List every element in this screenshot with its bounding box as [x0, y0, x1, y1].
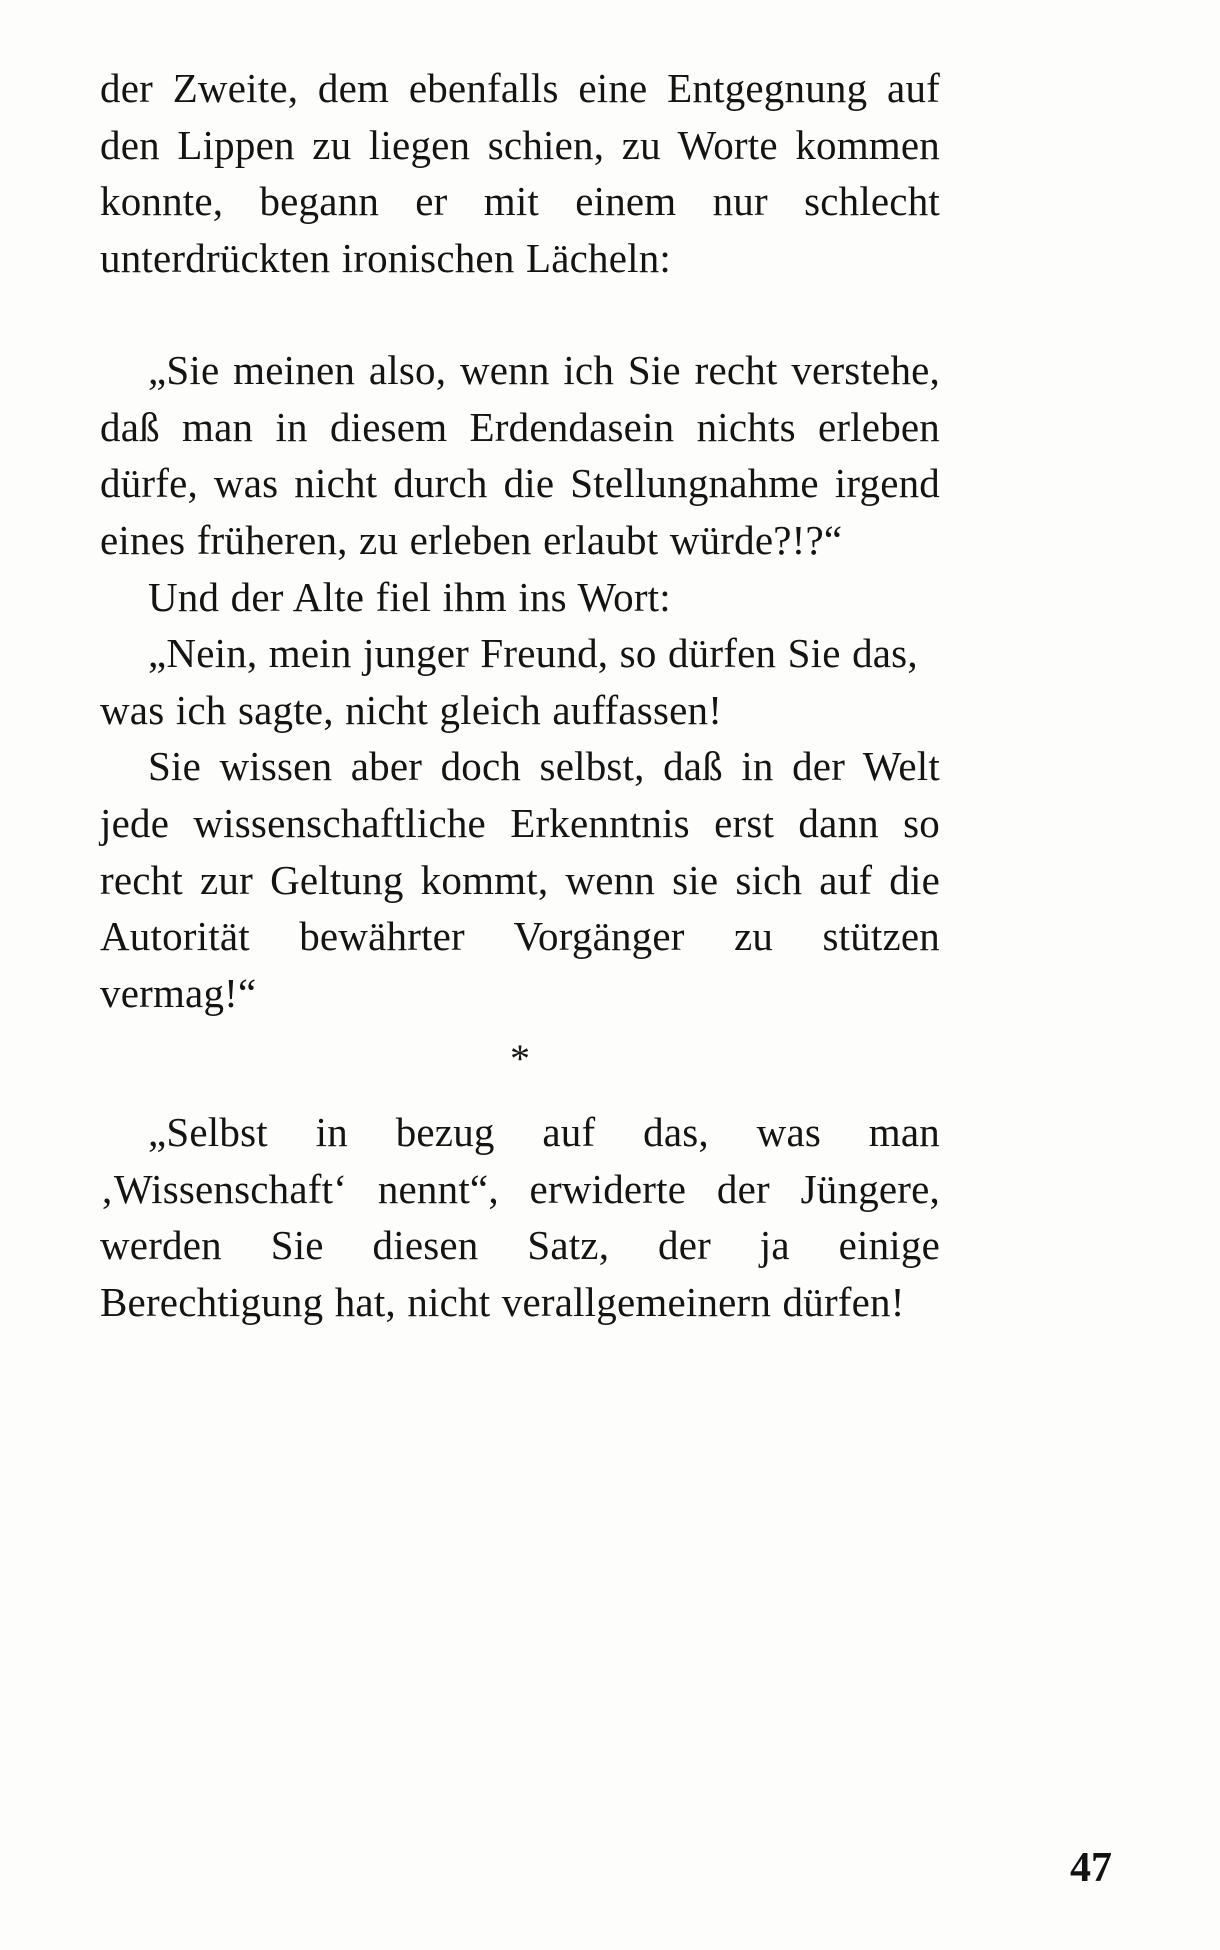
paragraph-2: „Sie meinen also, wenn ich Sie recht verstehe, daß man in diesem Erdendasein nichts erleben dürfe, was nicht durch die Stellungnahme irgend eines früheren, zu erleben erlaubt würde?!?“ [100, 347, 940, 564]
paragraph-6: „Selbst in bezug auf das, was man ‚Wissenschaft‘ nennt“, erwiderte der Jüngere, werden Sie diesen Satz, der ja einige Berechtigung hat, nicht verallgemeinern dürfen! [100, 1109, 940, 1325]
section-separator-asterisk: * [510, 1036, 530, 1082]
text-column [100, 60, 940, 1331]
paragraph-4: „Nein, mein junger Freund, so dürfen Sie das, was ich sagte, nicht gleich auffassen! [100, 630, 918, 733]
paragraph-5: Sie wissen aber doch selbst, daß in der Welt jede wissenschaftliche Erkenntnis erst dann so recht zur Geltung kommt, wenn sie sich auf die Autorität bewährter Vorgänger zu stützen vermag!“ [100, 743, 940, 1016]
paragraph-1: der Zweite, dem ebenfalls eine Entgegnung auf den Lippen zu liegen schien, zu Worte kommen konnte, begann er mit einem nur schlecht unterdrückten ironischen Lächeln: [100, 65, 940, 281]
paragraph-spacer [100, 286, 940, 342]
paragraph-3: Und der Alte fiel ihm ins Wort: [148, 573, 671, 620]
page-number: 47 [1070, 1845, 1112, 1891]
